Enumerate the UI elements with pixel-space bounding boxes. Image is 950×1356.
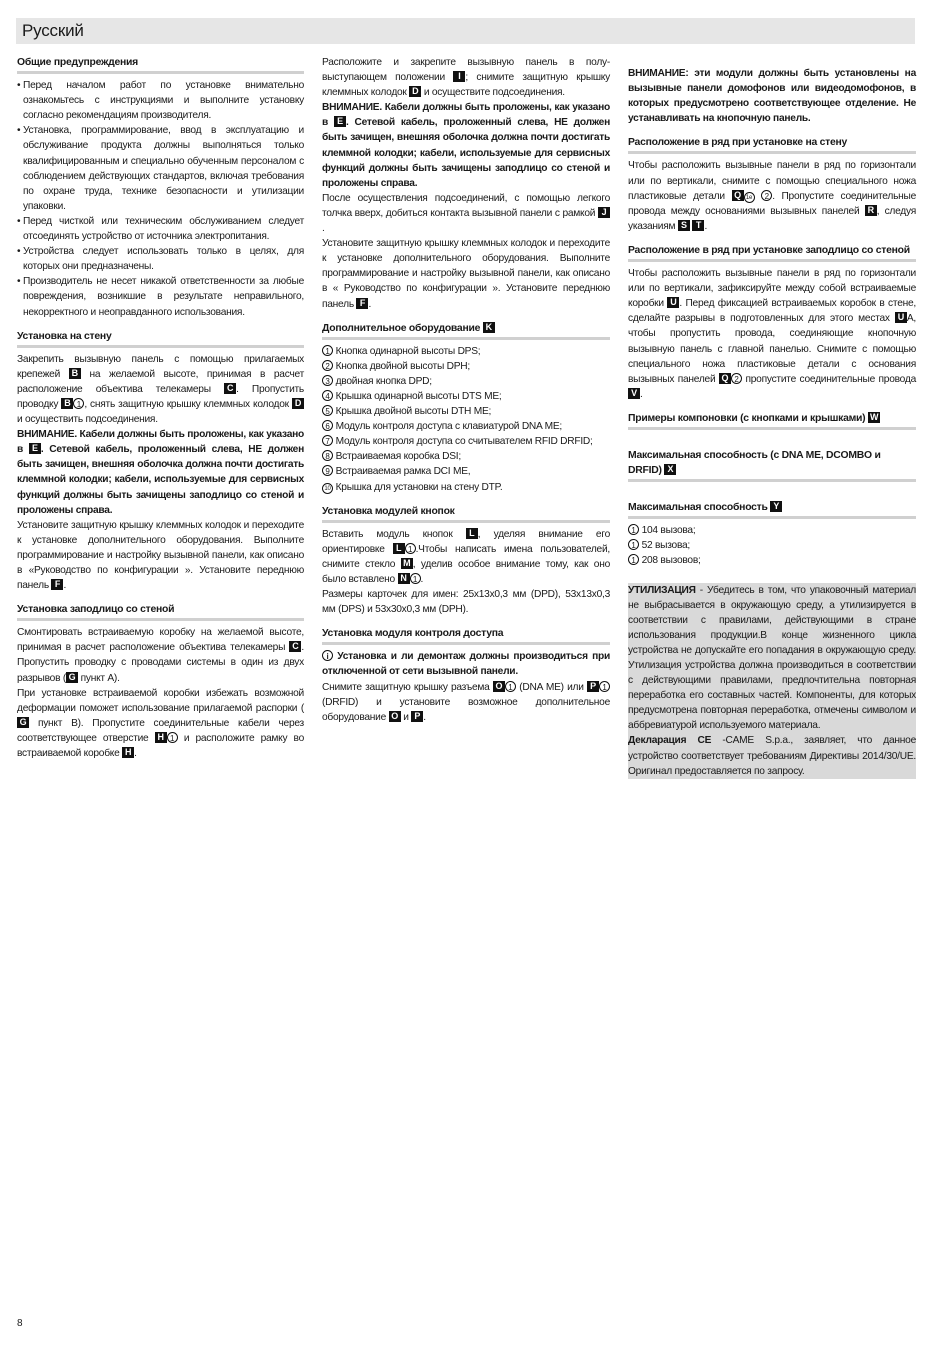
- text: (DNA ME) или: [519, 681, 584, 693]
- circled-number: 1: [599, 681, 610, 692]
- text: Крышка двойной высоты DTH ME;: [335, 406, 492, 418]
- extra-equipment-list: [322, 344, 610, 495]
- circled-number: 1: [628, 554, 639, 565]
- text: .: [322, 223, 325, 235]
- figure-ref-p: P: [587, 681, 599, 692]
- figure-ref-g: G: [17, 717, 29, 728]
- text: . Сетевой кабель, проложенный слева, НЕ должен быть зачищен, внешняя оболочка должна почти достигать клеммной колодки; кабели, используемые для сервисных функций должны быть зачищены заподлицо со стеной и проложены справа.: [17, 444, 304, 516]
- list-item: • Установка, программирование, ввод в эксплуатацию и обслуживание продукта должны выполняться только квалифицированным и специально обученным персоналом с соблюдением действующих стандартов, включая требования по охране труда, технике безопасности и утилизации упаковки.: [17, 123, 304, 214]
- circled-number: 1: [505, 681, 516, 692]
- circled-number: 10: [322, 483, 333, 494]
- figure-ref-l: L: [466, 528, 478, 539]
- column-right: [628, 55, 916, 779]
- text: . Сетевой кабель, проложенный слева, НЕ должен быть зачищен, внешняя оболочка должна почти достигать клеммной колодки; кабели, используемые для сервисных функций должны быть зачищены заподлицо со стеной и проложены справа.: [322, 117, 610, 189]
- semi-flush-warning: [322, 100, 610, 191]
- row-wall-text: [628, 158, 916, 233]
- text: Встраиваемая коробка DSI;: [335, 451, 461, 463]
- figure-ref-j: J: [598, 207, 610, 218]
- text: .: [63, 580, 67, 592]
- circled-number: 1: [405, 543, 416, 554]
- list-item: • Устройства следует использовать только в целях, для которых они предназначены.: [17, 244, 304, 274]
- text: ВНИМАНИЕ. Кабели должны быть проложены, как указано в: [17, 429, 304, 456]
- text: Вставить модуль кнопок: [322, 528, 453, 540]
- language-header: [16, 18, 915, 44]
- text: Смонтировать встраиваемую коробку на желаемой высоте, принимая в расчет расположение объектива телекамеры: [17, 627, 304, 654]
- text: Кнопка двойной высоты DPH;: [335, 360, 470, 372]
- list-item: [322, 344, 610, 359]
- circled-number: 8: [322, 450, 333, 461]
- ce-declaration: [628, 733, 916, 778]
- figure-ref-o: O: [389, 711, 401, 722]
- list-item: • Перед началом работ по установке внимательно ознакомьтесь с инструкциями и выполните установку согласно рекомендациям производителя.: [17, 78, 304, 123]
- figure-ref-g: G: [66, 672, 78, 683]
- column-left: [17, 55, 304, 761]
- circled-number: 1: [628, 539, 639, 550]
- ce-label: Декларация CE: [628, 735, 712, 747]
- text: .: [423, 711, 426, 723]
- circled-number: 1: [73, 398, 84, 409]
- figure-ref-u: U: [895, 312, 907, 323]
- modules-warning: ВНИМАНИЕ: эти модули должны быть установлены на вызывные панели домофонов или видеодомофонов, в которых предусмотрено соответствующее отделение. Не устанавливать на кнопочную панель.: [628, 68, 916, 125]
- disposal-label: УТИЛИЗАЦИЯ: [628, 584, 696, 596]
- figure-ref-e: E: [334, 116, 346, 127]
- list-item: [322, 419, 610, 434]
- heading-row-flush: Расположение в ряд при установке заподлицо со стеной: [628, 243, 916, 262]
- row-flush-text: [628, 266, 916, 402]
- list-item: [322, 449, 610, 464]
- text: Чтобы расположить вызывные панели в ряд по горизонтали или по вертикали, снимите с помощью специального ножа пластиковые детали: [628, 160, 916, 202]
- figure-ref-y: Y: [770, 501, 782, 512]
- figure-ref-s: S: [678, 220, 690, 231]
- figure-ref-t: T: [692, 220, 704, 231]
- list-item: [628, 553, 916, 568]
- list-item: [322, 464, 610, 479]
- text: Дополнительное оборудование: [322, 322, 481, 334]
- heading-flush-install: Установка заподлицо со стеной: [17, 602, 304, 621]
- text: .: [420, 574, 424, 585]
- figure-ref-f: F: [356, 298, 368, 309]
- circled-number: 2: [731, 373, 742, 384]
- column-middle: [322, 55, 610, 725]
- text: , уделяя внимание его ориентировке: [322, 528, 610, 555]
- circled-number: 9: [322, 465, 333, 476]
- list-item: [322, 480, 610, 495]
- figure-ref-i: I: [453, 71, 465, 82]
- figure-ref-n: N: [398, 573, 410, 584]
- list-item: • Производитель не несет никакой ответственности за любые повреждения, возникшие в результате неправильного, некорректного и неоправданного использования.: [17, 274, 304, 319]
- circled-number: 5: [322, 405, 333, 416]
- circled-number: 1: [410, 573, 421, 584]
- text: . Пропустить проводку: [17, 383, 304, 410]
- text: и расположите рамку во встраиваемой коробке: [17, 732, 304, 760]
- circled-number: 1e: [744, 192, 755, 203]
- max-capacity-list: [628, 523, 916, 568]
- figure-ref-q: Q: [732, 190, 744, 201]
- text: пункт B). Пропустите соединительные кабели через соответствующее отверстие: [17, 717, 304, 744]
- text: 52 вызова;: [641, 540, 691, 552]
- text: и осуществите подсоединения.: [423, 87, 565, 99]
- heading-wall-install: Установка на стену: [17, 329, 304, 348]
- text: Установите защитную крышку клеммных колодок и переходите к установке дополнительного оборудования. Выполните программирование и настройку вызывной панели, как описано в « Руководство по конфигурации ». Установите переднюю панель: [322, 238, 610, 310]
- text: Чтобы расположить вызывные панели в ряд по горизонтали или по вертикали, зафиксируйте между собой встраиваемые коробки: [628, 268, 916, 310]
- heading-general-warnings: Общие предупреждения: [17, 55, 304, 74]
- button-modules-text: [322, 527, 610, 587]
- list-item: [322, 434, 610, 449]
- figure-ref-v: V: [628, 388, 640, 399]
- disposal-block: [628, 583, 916, 779]
- text: (DRFID) и установите возможное дополнительное оборудование: [322, 696, 610, 723]
- text: Максимальная способность: [628, 502, 768, 514]
- text: .: [704, 220, 708, 232]
- figure-ref-b: B: [61, 398, 73, 409]
- figure-ref-d: D: [292, 398, 304, 409]
- text: A, чтобы пропустить провода, соединяющие кнопочную вызывную панель с главной панелью. Снимите с помощью специального ножа пластиковые детали с основания вызывных панелей: [628, 313, 916, 385]
- text: Встраиваемая рамка DCI ME,: [335, 466, 471, 478]
- figure-ref-r: R: [865, 205, 877, 216]
- text: .: [134, 748, 137, 760]
- text: Закрепить вызывную панель с помощью прилагаемых крепежей: [17, 353, 304, 380]
- text: Снимите защитную крышку разъема: [322, 681, 490, 693]
- general-warnings-list: [17, 78, 304, 320]
- text: на желаемой высоте, принимая в расчет расположение объектива телекамеры: [17, 368, 304, 395]
- text: , следуя указаниям: [628, 205, 916, 232]
- circled-number: 1: [322, 345, 333, 356]
- figure-ref-h: H: [155, 732, 167, 743]
- figure-ref-q: Q: [719, 373, 731, 384]
- wall-install-warning: [17, 427, 304, 518]
- circled-number: 2: [322, 360, 333, 371]
- list-item: [322, 404, 610, 419]
- list-item: [322, 374, 610, 389]
- text: и осуществить подсоединения.: [17, 414, 158, 426]
- text: .Чтобы написать имена пользователей, снимите стекло: [322, 543, 610, 570]
- figure-ref-l: L: [393, 543, 405, 554]
- heading-extra-equipment: [322, 321, 610, 340]
- heading-row-wall: Расположение в ряд при установке на стену: [628, 135, 916, 154]
- semi-flush-text: [322, 55, 610, 100]
- circled-number: 1: [167, 732, 178, 743]
- figure-ref-f: F: [51, 579, 63, 590]
- figure-ref-m: M: [401, 558, 413, 569]
- figure-ref-p: P: [411, 711, 423, 722]
- heading-max-capacity-2: [628, 500, 916, 519]
- page-number: 8: [17, 1318, 23, 1329]
- figure-ref-o: O: [493, 681, 505, 692]
- text: . Перед фиксацией встраиваемых коробок в стене, сделайте разрывы в подготовленных для этого местах: [628, 298, 916, 325]
- text: - Убедитесь в том, что упаковочный материал не выбрасывается в окружающую среду, а утилизируется в соответствии с правилами, действующими в стране использования продукции.В конце жизненного цикла устройства не допускайте его попадания в окружающую среду. Утилизация устройства должна производиться в соответствии с действующими правилами, предпочтительна повторная переработка его составных частей. Компоненты, для которых предусмотрена повторная переработка, отмечены символом и аббревиатурой используемого материала.: [628, 584, 916, 732]
- semi-flush-text-2: [322, 191, 610, 236]
- figure-ref-d: D: [409, 86, 421, 97]
- list-item: [628, 523, 916, 538]
- figure-ref-e: E: [29, 443, 41, 454]
- text: Крышка одинарной высоты DTS ME;: [335, 390, 502, 402]
- text: двойная кнопка DPD;: [335, 375, 432, 387]
- heading-access-module: Установка модуля контроля доступа: [322, 626, 610, 645]
- wall-install-text: [17, 352, 304, 427]
- access-module-text: [322, 680, 610, 725]
- figure-ref-c: C: [224, 383, 236, 394]
- heading-examples: [628, 411, 916, 430]
- figure-ref-c: C: [289, 641, 301, 652]
- text: 208 вызовов;: [641, 555, 701, 567]
- figure-ref-x: X: [664, 464, 676, 475]
- flush-install-text-2: [17, 686, 304, 761]
- figure-ref-k: K: [483, 322, 495, 333]
- disposal-text: [628, 583, 916, 734]
- access-module-warning: [322, 649, 610, 679]
- text: . Пропустить проводку с проводами системы в один из двух разрывов (: [17, 642, 304, 684]
- flush-install-text: [17, 625, 304, 685]
- text: ВНИМАНИЕ. Кабели должны быть проложены, как указано в: [322, 102, 610, 129]
- text: 104 вызова;: [641, 525, 696, 537]
- text: и: [403, 711, 409, 723]
- circled-number: 2: [761, 190, 772, 201]
- circled-number: 4: [322, 390, 333, 401]
- heading-max-capacity-1: [628, 448, 916, 482]
- figure-ref-u: U: [667, 297, 679, 308]
- figure-ref-h: H: [122, 747, 134, 758]
- text: ; снимите защитную крышку клеммных колодок: [322, 72, 610, 99]
- heading-button-modules: Установка модулей кнопок: [322, 504, 610, 523]
- text: Установка и ли демонтаж должны производиться при отключенной от сети вызывной панели.: [322, 651, 610, 678]
- text: пункт A).: [80, 672, 120, 684]
- wall-install-text-2: [17, 518, 304, 593]
- text: . Пропустите соединительные провода между основаниями вызывных панелей: [628, 190, 916, 217]
- figure-ref-w: W: [870, 411, 879, 422]
- text: .: [640, 388, 643, 400]
- text: Примеры компоновки (с кнопками и крышками): [628, 412, 866, 424]
- text: .: [368, 298, 372, 310]
- text: Установите защитную крышку клеммных колодок и переходите к установке дополнительного оборудования. Выполните программирование и настройку вызывной панели, как описано в «Руководство по конфигурации ». Установите переднюю панель: [17, 519, 304, 592]
- text: Расположите и закрепите вызывную панель в полу-выступающем положении: [322, 57, 610, 84]
- language-title: Русский: [22, 21, 84, 40]
- text: При установке встраиваемой коробки избежать возможной деформации поможет использование прилагаемой распорки (: [17, 687, 304, 714]
- button-modules-sizes: Размеры карточек для имен: 25x13x0,3 мм (DPD), 53x13x0,3 мм (DPS) и 53x30x0,3 мм (DPH).: [322, 589, 610, 616]
- text: -CAME S.p.a., заявляет, что данное устройство соответствует требованиям Директивы 2014/30/UE. Оригинал предоставляется по запросу.: [628, 735, 916, 777]
- circled-number: 1: [628, 524, 639, 535]
- text: Кнопка одинарной высоты DPS;: [335, 345, 481, 357]
- list-item: • Перед чисткой или техническим обслуживанием следует отсоединять устройство от источника электропитания.: [17, 214, 304, 244]
- text: , уделив особое внимание тому, как оно было вставлено: [322, 558, 610, 585]
- circled-number: 3: [322, 375, 333, 386]
- text: Модуль контроля доступа с клавиатурой DNA ME;: [335, 421, 562, 433]
- text: пропустите соединительные провода: [745, 373, 916, 385]
- list-item: [322, 359, 610, 374]
- list-item: [322, 389, 610, 404]
- semi-flush-text-3: [322, 236, 610, 311]
- figure-ref-b: B: [69, 368, 81, 379]
- circled-number: 7: [322, 435, 333, 446]
- circled-number: 6: [322, 420, 333, 431]
- text: Максимальная способность (с DNA ME, DCOMBO и DRFID): [628, 449, 881, 477]
- text: Крышка для установки на стену DTP.: [335, 481, 503, 493]
- list-item: [628, 538, 916, 553]
- text: Модуль контроля доступа со считывателем RFID DRFID;: [335, 436, 593, 448]
- text: После осуществления подсоединений, с помощью легкого толчка вверх, добиться контакта вызывной панели с рамкой: [322, 192, 610, 219]
- text: , снять защитную крышку клеммных колодок: [84, 398, 289, 410]
- info-icon: i: [322, 650, 333, 661]
